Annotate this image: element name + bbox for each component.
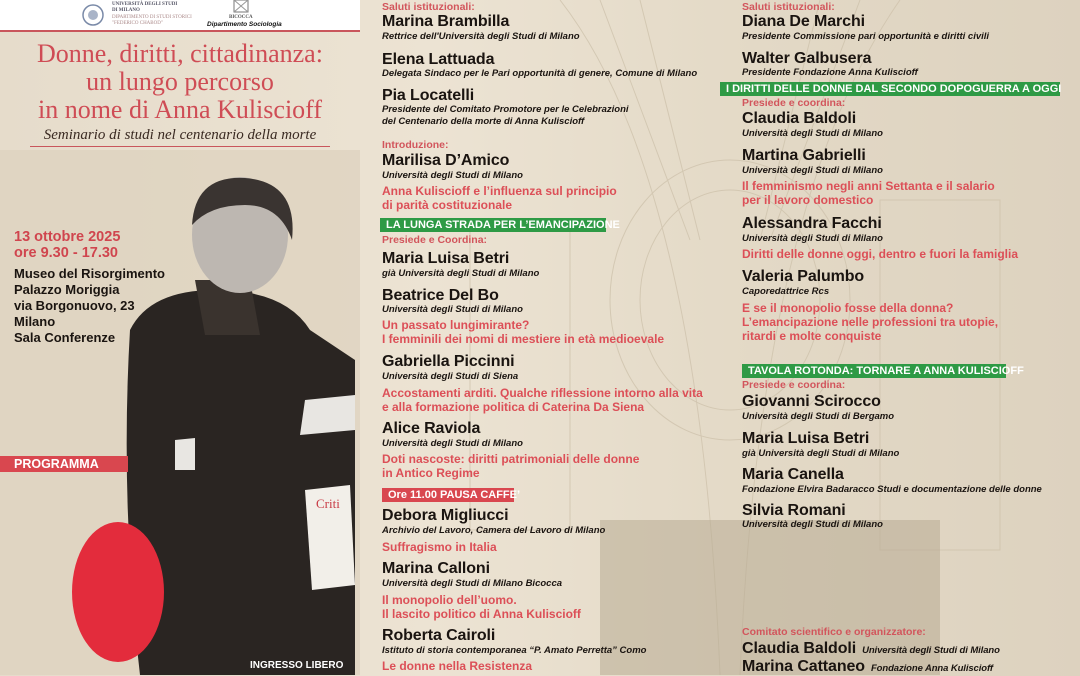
talk-title: per il lavoro domestico [742, 193, 874, 207]
section-label: Saluti istituzionali: [742, 1, 835, 13]
talk-title: Doti nascoste: diritti patrimoniali delle donne [382, 452, 640, 466]
speaker-affiliation: già Università degli Studi di Milano [742, 448, 900, 459]
bicocca-label: BICOCCA [229, 15, 253, 20]
speaker-name: Walter Galbusera [742, 50, 872, 67]
speaker-name: Claudia Baldoli [742, 110, 857, 127]
event-date: 13 ottobre 2025 [14, 229, 121, 245]
talk-title: Il femminismo negli anni Settanta e il salario [742, 179, 995, 193]
speaker-affiliation: Presidente Commissione pari opportunità e diritti civili [742, 31, 990, 42]
speaker-affiliation: del Centenario della morte di Anna Kuliscioff [382, 116, 585, 127]
speaker-affiliation: Università degli Studi di Milano [862, 645, 1000, 656]
session-banner: LA LUNGA STRADA PER L’EMANCIPAZIONE [380, 218, 606, 232]
talk-title: ritardi e molte conquiste [742, 329, 882, 343]
unimi-seal-icon [82, 4, 104, 26]
section-label: Presiede e Coordina: [382, 234, 488, 246]
talk-title: in Antico Regime [382, 466, 480, 480]
speaker-affiliation: Delegata Sindaco per le Pari opportunità di genere, Comune di Milano [382, 68, 698, 79]
speaker-name: Elena Lattuada [382, 51, 495, 68]
speaker-affiliation: Università degli Studi di Milano [742, 128, 883, 139]
logo-header [0, 0, 360, 32]
photo-paper-text: Criti [316, 496, 340, 511]
dept-sociologia-label: Dipartimento Sociologia [207, 21, 282, 28]
speaker-name: Pia Locatelli [382, 87, 475, 104]
section-label: Comitato scientifico e organizzatore: [742, 626, 926, 638]
programma-banner: PROGRAMMA [0, 456, 128, 472]
speaker-affiliation: già Università degli Studi di Milano [382, 268, 540, 279]
venue-line: via Borgonuovo, 23 [14, 298, 135, 313]
speaker-name [742, 640, 1000, 658]
venue-line: Sala Conferenze [14, 330, 116, 345]
talk-title: Accostamenti arditi. Qualche riflessione intorno alla vita [382, 386, 703, 400]
speaker-affiliation: Rettrice dell'Università degli Studi di Milano [382, 31, 580, 42]
section-label: Presiede e coordina: [742, 379, 846, 391]
ingresso-libero: INGRESSO LIBERO [250, 660, 344, 671]
speaker-name: Maria Canella [742, 466, 844, 483]
speaker-affiliation: Università degli Studi di Bergamo [742, 411, 895, 422]
talk-title: Un passato lungimirante? [382, 318, 530, 332]
talk-title: e alla formazione politica di Caterina Da Siena [382, 400, 645, 414]
dept-storici-text: DIPARTIMENTO DI STUDI STORICI "FEDERICO CHABOD" [112, 15, 192, 26]
speaker-name-text: Marina Cattaneo [742, 658, 865, 675]
speaker-affiliation: Università degli Studi di Milano [382, 438, 523, 449]
speaker-name [742, 658, 993, 676]
speaker-name: Valeria Palumbo [742, 268, 865, 285]
event-time: ore 9.30 - 17.30 [14, 245, 118, 261]
speaker-name: Marina Brambilla [382, 13, 510, 30]
speaker-affiliation: Università degli Studi di Milano [742, 165, 883, 176]
speaker-affiliation: Università degli Studi di Milano [382, 170, 523, 181]
talk-title: Il monopolio dell’uomo. [382, 593, 517, 607]
speaker-name: Silvia Romani [742, 502, 846, 519]
speaker-name: Giovanni Scirocco [742, 393, 881, 410]
venue-line: Palazzo Moriggia [14, 282, 120, 297]
speaker-name: Roberta Cairoli [382, 627, 496, 644]
speaker-affiliation: Università degli Studi di Milano [742, 519, 883, 530]
speaker-name: Gabriella Piccinni [382, 353, 515, 370]
venue-line: Milano [14, 314, 56, 329]
talk-title: Diritti delle donne oggi, dentro e fuori la famiglia [742, 247, 1019, 261]
bicocca-logo-icon [233, 0, 249, 14]
speaker-affiliation: Presidente Fondazione Anna Kuliscioff [742, 67, 918, 78]
poster-subtitle: Seminario di studi nel centenario della morte [30, 127, 330, 147]
speaker-name: Diana De Marchi [742, 13, 865, 30]
speaker-name: Marilisa D’Amico [382, 152, 510, 169]
speaker-affiliation: Istituto di storia contemporanea “P. Amato Perretta” Como [382, 645, 647, 656]
section-label: Presiede e coordina: [742, 97, 846, 109]
talk-title: Le donne nella Resistenza [382, 659, 533, 673]
speaker-name: Marina Calloni [382, 560, 490, 577]
speaker-name: Debora Migliucci [382, 507, 509, 524]
speaker-affiliation: Fondazione Elvira Badaracco Studi e documentazione delle donne [742, 484, 1042, 495]
speaker-name: Alice Raviola [382, 420, 481, 437]
speaker-name: Alessandra Facchi [742, 215, 882, 232]
venue-line: Museo del Risorgimento [14, 266, 165, 281]
poster-title: Donne, diritti, cittadinanza: un lungo percorso in nome di Anna Kuliscioff [37, 39, 323, 124]
talk-title: di parità costituzionale [382, 198, 513, 212]
coffee-break-banner: Ore 11.00 PAUSA CAFFE’ [382, 488, 514, 502]
speaker-affiliation: Caporedattrice Rcs [742, 286, 830, 297]
unimi-logo-text: UNIVERSITÀ DEGLI STUDI DI MILANO [112, 2, 178, 13]
talk-title: E se il monopolio fosse della donna? [742, 301, 954, 315]
speaker-name-text: Claudia Baldoli [742, 640, 857, 657]
session-banner: I DIRITTI DELLE DONNE DAL SECONDO DOPOGUERRA A OGGI [720, 82, 1060, 96]
speaker-affiliation: Università degli Studi di Milano [382, 304, 523, 315]
speaker-affiliation: Università degli Studi di Siena [382, 371, 519, 382]
speaker-affiliation: Presidente del Comitato Promotore per le Celebrazioni [382, 104, 629, 115]
talk-title: Il lascito politico di Anna Kuliscioff [382, 607, 581, 621]
speaker-affiliation: Università degli Studi di Milano Bicocca [382, 578, 563, 589]
talk-title: Suffragismo in Italia [382, 540, 497, 554]
speaker-name: Beatrice Del Bo [382, 287, 499, 304]
speaker-name: Maria Luisa Betri [742, 430, 870, 447]
speaker-affiliation: Università degli Studi di Milano [742, 233, 883, 244]
talk-title: L’emancipazione nelle professioni tra utopie, [742, 315, 999, 329]
section-label: Saluti istituzionali: [382, 1, 475, 13]
session-banner: TAVOLA ROTONDA: TORNARE A ANNA KULISCIOFF [742, 364, 1006, 378]
speaker-name: Martina Gabrielli [742, 147, 866, 164]
talk-title: Anna Kuliscioff e l’influenza sul principio [382, 184, 617, 198]
poster-left-panel [0, 0, 360, 675]
speaker-affiliation: Fondazione Anna Kuliscioff [870, 663, 993, 674]
speaker-name: Maria Luisa Betri [382, 250, 510, 267]
section-label: Introduzione: [382, 139, 449, 151]
talk-title: I femminili dei nomi di mestiere in età medioevale [382, 332, 665, 346]
speaker-affiliation: Archivio del Lavoro, Camera del Lavoro di Milano [382, 525, 606, 536]
